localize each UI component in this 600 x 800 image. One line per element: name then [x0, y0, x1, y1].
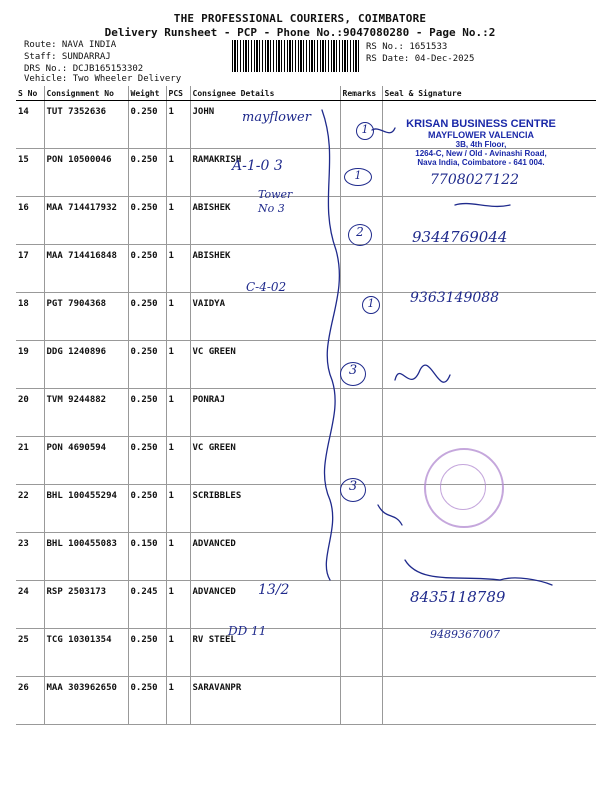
cell-pcs: 1: [166, 533, 190, 581]
cell-consignment: PGT 7904368: [44, 293, 128, 341]
cell-consignee: PONRAJ: [190, 389, 340, 437]
cell-consignment: PON 10500046: [44, 149, 128, 197]
cell-consignment: MAA 303962650: [44, 677, 128, 725]
route-label: Route: NAVA INDIA: [24, 40, 117, 50]
cell-sno: 17: [16, 245, 44, 293]
cell-consignment: TVM 9244882: [44, 389, 128, 437]
company-title: THE PROFESSIONAL COURIERS, COIMBATORE: [173, 12, 427, 25]
runsheet-subtitle: Delivery Runsheet - PCP - Phone No.:9047080280 - Page No.:2: [104, 26, 496, 39]
cell-weight: 0.250: [128, 101, 166, 149]
cell-consignee: RV STEEL: [190, 629, 340, 677]
drs-number: DRS No.: DCJB165153302: [24, 64, 144, 74]
cell-weight: 0.250: [128, 245, 166, 293]
cell-consignment: PON 4690594: [44, 437, 128, 485]
cell-consignment: TCG 10301354: [44, 629, 128, 677]
cell-consignee: VC GREEN: [190, 437, 340, 485]
stamp-addr2: Nava India, Coimbatore - 641 004.: [417, 158, 545, 167]
hw-phone2: 9344769044: [412, 228, 508, 246]
cell-pcs: 1: [166, 197, 190, 245]
cell-consignment: MAA 714416848: [44, 245, 128, 293]
cell-weight: 0.250: [128, 677, 166, 725]
stamp-floor: 3B, 4th Floor,: [455, 140, 507, 149]
hw-a103: A-1-0 3: [232, 158, 283, 174]
cell-sno: 26: [16, 677, 44, 725]
cell-weight: 0.250: [128, 629, 166, 677]
hw-lot: 13/2: [258, 582, 290, 598]
staff-label: Staff: SUNDARRAJ: [24, 52, 111, 62]
cell-sno: 16: [16, 197, 44, 245]
cell-consignee: VAIDYA: [190, 293, 340, 341]
cell-weight: 0.250: [128, 389, 166, 437]
cell-weight: 0.250: [128, 341, 166, 389]
cell-weight: 0.250: [128, 197, 166, 245]
hw-phone1: 7708027122: [430, 172, 520, 188]
cell-consignee: SARAVANPR: [190, 677, 340, 725]
cell-weight: 0.250: [128, 149, 166, 197]
stamp-addr1: 1264-C, New / Old - Avinashi Road,: [415, 149, 547, 158]
cell-sno: 23: [16, 533, 44, 581]
hw-phone3: 9363149088: [410, 290, 500, 306]
col-seal-signature: Seal & Signature: [382, 86, 596, 101]
cell-consignee: VC GREEN: [190, 341, 340, 389]
hw-c402: C-4-02: [246, 280, 287, 294]
cell-consignee: ABISHEK: [190, 245, 340, 293]
cell-pcs: 1: [166, 293, 190, 341]
cell-consignment: BHL 100455294: [44, 485, 128, 533]
cell-sno: 22: [16, 485, 44, 533]
hw-mayflower: mayflower: [242, 110, 311, 125]
hw-circle-2: 1: [344, 168, 372, 186]
cell-pcs: 1: [166, 485, 190, 533]
cell-sno: 20: [16, 389, 44, 437]
cell-pcs: 1: [166, 389, 190, 437]
hw-circle-1: 1: [356, 122, 374, 140]
cell-pcs: 1: [166, 437, 190, 485]
cell-consignee: ABISHEK: [190, 197, 340, 245]
cell-sno: 21: [16, 437, 44, 485]
cell-pcs: 1: [166, 581, 190, 629]
hw-tower3: Tower No 3: [258, 188, 293, 215]
cell-consignee: JOHN: [190, 101, 340, 149]
cell-pcs: 1: [166, 149, 190, 197]
cell-consignee: ADVANCED: [190, 533, 340, 581]
stamp-sub: MAYFLOWER VALENCIA: [427, 130, 534, 140]
cell-pcs: 1: [166, 101, 190, 149]
cell-weight: 0.245: [128, 581, 166, 629]
col-sno: S No: [16, 86, 44, 101]
vehicle-label: Vehicle: Two Wheeler Delivery: [24, 74, 182, 84]
cell-consignment: BHL 100455083: [44, 533, 128, 581]
cell-pcs: 1: [166, 677, 190, 725]
cell-consignment: MAA 714417932: [44, 197, 128, 245]
hw-phone5: 9489367007: [430, 628, 500, 641]
cell-sno: 25: [16, 629, 44, 677]
cell-sno: 19: [16, 341, 44, 389]
col-consignee: Consignee Details: [190, 86, 340, 101]
col-consignment: Consignment No: [44, 86, 128, 101]
cell-sno: 18: [16, 293, 44, 341]
cell-consignment: RSP 2503173: [44, 581, 128, 629]
cell-consignee: SCRIBBLES: [190, 485, 340, 533]
cell-sno: 14: [16, 101, 44, 149]
cell-sno: 15: [16, 149, 44, 197]
cell-sno: 24: [16, 581, 44, 629]
cell-pcs: 1: [166, 245, 190, 293]
cell-consignment: DDG 1240896: [44, 341, 128, 389]
hw-phone4: 8435118789: [410, 588, 506, 606]
cell-pcs: 1: [166, 629, 190, 677]
cell-weight: 0.150: [128, 533, 166, 581]
col-pcs: PCS: [166, 86, 190, 101]
cell-weight: 0.250: [128, 293, 166, 341]
hw-circle-3: 2: [348, 224, 372, 246]
cell-weight: 0.250: [128, 485, 166, 533]
stamp-name: KRISAN BUSINESS CENTRE: [406, 118, 556, 130]
cell-consignment: TUT 7352636: [44, 101, 128, 149]
col-weight: Weight: [128, 86, 166, 101]
col-remarks: Remarks: [340, 86, 382, 101]
hw-circle-6: 3: [340, 478, 366, 502]
hw-dd11: DD 11: [228, 624, 267, 638]
hw-circle-4: 1: [362, 296, 380, 314]
rs-date: RS Date: 04-Dec-2025: [366, 54, 475, 64]
rs-number: RS No.: 1651533: [366, 42, 448, 52]
cell-consignee: RAMAKRISH: [190, 149, 340, 197]
cell-consignee: ADVANCED: [190, 581, 340, 629]
cell-pcs: 1: [166, 341, 190, 389]
cell-weight: 0.250: [128, 437, 166, 485]
hw-circle-5: 3: [340, 362, 366, 386]
